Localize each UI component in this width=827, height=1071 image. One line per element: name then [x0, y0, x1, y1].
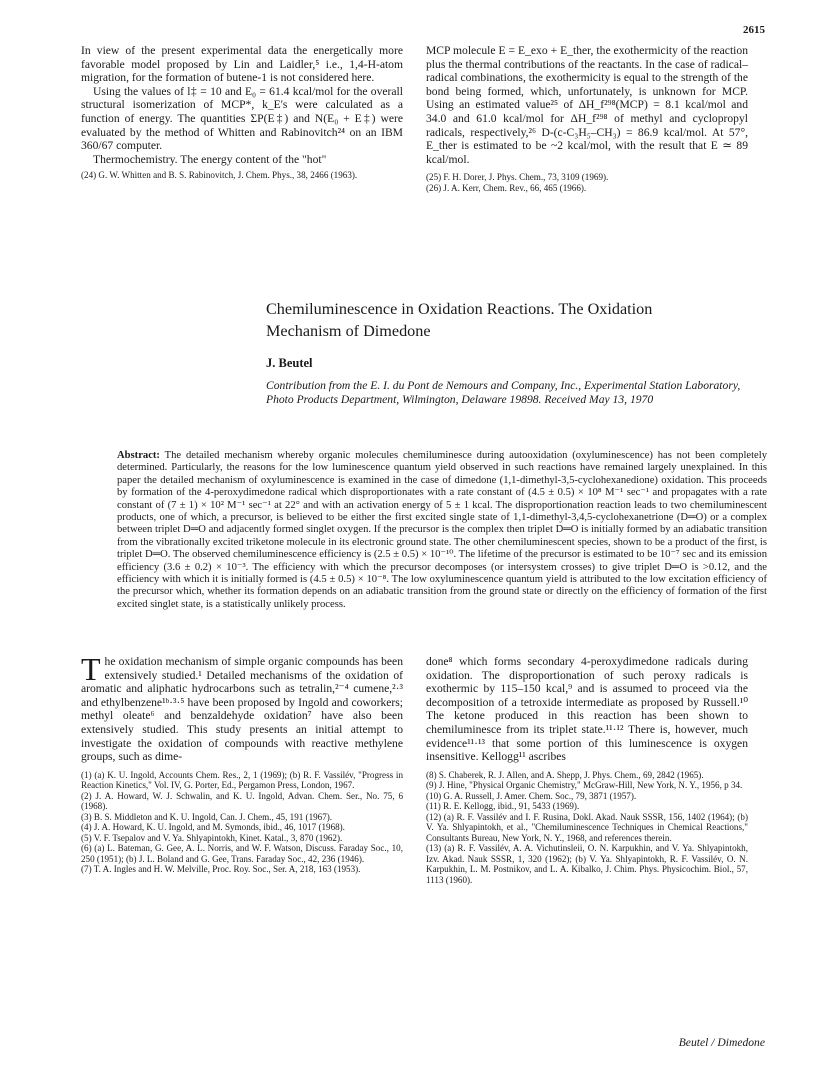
paragraph: In view of the present experimental data the energetically more favorable model proposed by Lin and Laidler,⁵ i.e., 1,4-H-atom migration, for the formation of butene-1 is not considered here.: [81, 44, 403, 85]
article-title: [266, 298, 766, 342]
reference: (7) T. A. Ingles and H. W. Melville, Proc. Roy. Soc., Ser. A, 218, 163 (1953).: [81, 864, 361, 875]
reference: (2) J. A. Howard, W. J. Schwalin, and K. U. Ingold, Advan. Chem. Ser., No. 75, 6 (1968).: [81, 790, 403, 812]
reference: (3) B. S. Middleton and K. U. Ingold, Can. J. Chem., 45, 191 (1967).: [81, 811, 333, 822]
footnotes: [81, 170, 403, 181]
footnotes: [81, 770, 403, 875]
reference: (9) J. Hine, "Physical Organic Chemistry," McGraw-Hill, New York, N. Y., 1956, p 34.: [426, 780, 743, 791]
reference: (12) (a) R. F. Vassilév and I. F. Rusina, Dokl. Akad. Nauk SSSR, 156, 1402 (1964); (b) V. Ya. Shlyapintokh, et al., "Chemiluminescence Techniques in Chemical Reactions," Consultants Bureau, New York, N. Y., 1968, and references therein.: [426, 811, 748, 843]
reference: (8) S. Chaberek, R. J. Allen, and A. Shepp, J. Phys. Chem., 69, 2842 (1965).: [426, 769, 704, 780]
top-left-column: [81, 44, 403, 181]
article-header: [266, 298, 766, 406]
affiliation: Contribution from the E. I. du Pont de Nemours and Company, Inc., Experimental Station Laboratory, Photo Products Department, Wilmington, Delaware 19898. Received May 13, 1970: [266, 379, 741, 406]
title-line: Chemiluminescence in Oxidation Reactions. The Oxidation: [266, 300, 653, 318]
reference: (11) R. E. Kellogg, ibid., 91, 5433 (1969).: [426, 801, 580, 812]
reference: (5) V. F. Tsepalov and V. Ya. Shlyapintokh, Kinet. Katal., 3, 870 (1962).: [81, 832, 343, 843]
author: J. Beutel: [266, 356, 313, 370]
page-number: 2615: [743, 24, 765, 36]
reference: (13) (a) R. F. Vassilév, A. A. Vichutinsleii, O. N. Karpukhin, and V. Ya. Shlyapintokh, Izv. Akad. Nauk SSSR, 1, 320 (1962); (b) V. Ya. Shlyapintokh, R. F. Vassilév, O. N. Karpukhin, L. M. Postnikov, and L. A. Kibalko, J. Chim. Phys. Physicochim. Biol., 57, 1113 (1960).: [426, 843, 748, 885]
abstract-label: Abstract:: [117, 450, 160, 461]
reference: (4) J. A. Howard, K. U. Ingold, and M. Symonds, ibid., 46, 1017 (1968).: [81, 822, 345, 833]
bottom-left-column: [81, 651, 403, 875]
reference: (10) G. A. Russell, J. Amer. Chem. Soc., 79, 3871 (1957).: [426, 790, 637, 801]
paragraph: done⁸ which forms secondary 4-peroxydimedone radicals during oxidation. The disproportionation of such peroxy radicals is exothermic by 115–150 kcal,⁹ and is assumed to proceed via the decomposition of a tetroxide intermediate as proposed by Russell.¹⁰ The ketone produced in this reaction has been shown to chemiluminesce from its triplet state.¹¹·¹² There is, however, much evidence¹¹·¹³ that some portion of this luminescence is oxygen insensitive. Kellogg¹¹ ascribes: [426, 655, 748, 764]
footnotes: [426, 770, 748, 886]
title-line: Mechanism of Dimedone: [266, 322, 431, 340]
bottom-right-column: [426, 655, 748, 885]
reference: (26) J. A. Kerr, Chem. Rev., 66, 465 (1966).: [426, 182, 587, 193]
reference: (25) F. H. Dorer, J. Phys. Chem., 73, 3109 (1969).: [426, 172, 609, 183]
paragraph: Thermochemistry. The energy content of the "hot": [93, 152, 327, 166]
abstract: [117, 450, 767, 611]
reference: (24) G. W. Whitten and B. S. Rabinovitch, J. Chem. Phys., 38, 2466 (1963).: [81, 170, 358, 181]
intro-paragraph: [81, 651, 403, 764]
footnotes: [426, 172, 748, 193]
running-footer: Beutel / Dimedone: [678, 1036, 765, 1049]
abstract-text: The detailed mechanism whereby organic molecules chemiluminesce during autooxidation (oxyluminescence) has not been completely determined. Particularly, the reasons for the low luminescence quantum yield observed in such reactions have remained largely unexplained. In this paper the detailed mechanism of oxyluminescence is examined in the case of dimedone (1,1-dimethyl-3,5-cyclohexanedione) oxidation. This proceeds by formation of the 4-peroxydimedone radical which disproportionates with a rate constant of (4.5 ± 0.5) × 10⁸ M⁻¹ sec⁻¹ and propagates with a rate constant of (7 ± 1) × 10² M⁻¹ sec⁻¹ at 22° and with an activation energy of 5 ± 1 kcal. The disproportionation reaction leads to two chemiluminescent products, one of which, a precursor, is believed to be either the first excited single state of 1,1-dimethyl-3,4,5-cyclohexanetrione (D═O) or a complex between triplet D═O and adjacently formed singlet oxygen. If the precursor is the complex then triplet D═O is initially formed by an adiabatic transition from the vibrationally excited triketone molecule in its electronic ground state. The other chemiluminescent species, shown to be a product of the first, is triplet D═O. The observed chemiluminescence efficiency is (2.5 ± 0.5) × 10⁻¹⁰. The lifetime of the precursor is estimated to be 10⁻⁷ sec and its emission efficiency (3.6 ± 0.2) × 10⁻³. The efficiency with which the precursor decomposes (or intersystem crosses) to give triplet D═O is >0.12, and the efficiency with which it is initially formed is (4.5 ± 0.5) × 10⁻⁸. The low oxyluminescence quantum yield is attributed to the low excitation efficiency of the precursor which, whether its formation depends on an adiabatic transition from the ground state or directly on the efficiency of formation of the first excited singlet state, is a statistically unlikely process.: [117, 450, 767, 610]
reference: (1) (a) K. U. Ingold, Accounts Chem. Res., 2, 1 (1969); (b) R. F. Vassilév, "Progress in Reaction Kinetics," Vol. IV, G. Porter, Ed., Pergamon Press, London, 1967.: [81, 769, 403, 791]
intro-text: he oxidation mechanism of simple organic compounds has been extensively studied.¹ Detailed mechanisms of the oxidation of aromatic and aliphatic hydrocarbons such as tetralin,²⁻⁴ cumene,²·³ and ethylbenzene¹ᵇ·³·⁵ have been proposed by Ingold and coworkers; methyl oleate⁶ and benzaldehyde oxidation⁷ have also been extensively studied. This study presents an initial attempt to investigate the oxidation of compounds with reactive methylene groups, such as dime-: [81, 655, 403, 764]
paragraph: MCP molecule E = E_exo + E_ther, the exothermicity of the reaction plus the thermal contributions of the reactants. In the case of radical–radical combinations, the exothermicity is equal to the strength of the bond being formed, which, unfortunately, is unknown for MCP. Using an estimated value²⁵ of ΔH_f²⁹⁸(MCP) = 8.1 kcal/mol and 34.0 and 61.0 kcal/mol for ΔH_f²⁹⁸ of methyl and cyclopropyl radicals, respectively,²⁶ D-(c-C₃H₅–CH₃) = 86.9 kcal/mol. At 57°, E_ther is estimated to be ~2 kcal/mol, with the result that E ≃ 89 kcal/mol.: [426, 44, 748, 166]
drop-cap: T: [81, 651, 101, 687]
top-right-column: [426, 44, 748, 193]
paragraph: Using the values of l‡ = 10 and E₀ = 61.4 kcal/mol for the overall structural isomerization of MCP*, k_E's were calculated as a function of energy. The quantities ΣP(E‡) and N(E₀ + E‡) were evaluated by the method of Whitten and Rabinovitch²⁴ on an IBM 360/67 computer.: [81, 84, 403, 153]
reference: (6) (a) L. Bateman, G. Gee, A. L. Norris, and W. F. Watson, Discuss. Faraday Soc., 10, 250 (1951); (b) J. L. Boland and G. Gee, Trans. Faraday Soc., 42, 236 (1946).: [81, 843, 403, 864]
